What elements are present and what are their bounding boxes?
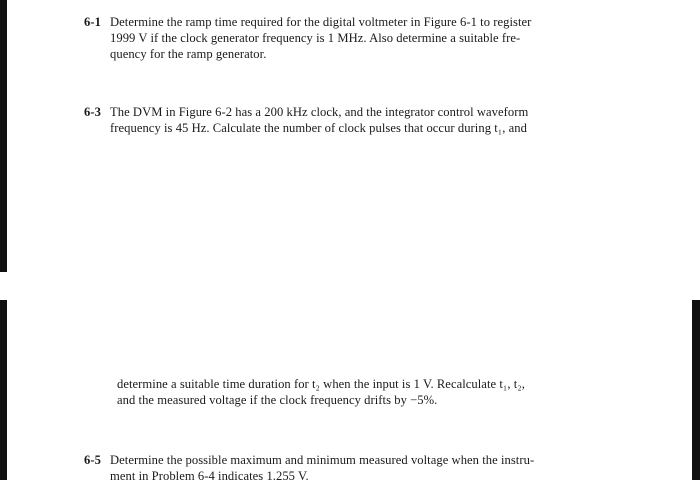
problem-line: determine a suitable time duration for t₂ when the input is 1 V. Recalculate t₁, t₂, bbox=[117, 377, 525, 391]
problem-line: and the measured voltage if the clock frequency drifts by −5%. bbox=[117, 393, 438, 407]
problem-text bbox=[117, 376, 525, 408]
problem-number: 6-3 bbox=[84, 105, 101, 119]
problem-6-5 bbox=[84, 452, 534, 480]
problem-text bbox=[110, 14, 531, 62]
problem-text bbox=[110, 104, 528, 136]
problem-number: 6-5 bbox=[84, 453, 101, 467]
problem-6-3 bbox=[84, 104, 528, 136]
problem-6-1 bbox=[84, 14, 531, 62]
problem-line: frequency is 45 Hz. Calculate the number of clock pulses that occur during t₁, and bbox=[110, 121, 527, 135]
problem-line: The DVM in Figure 6-2 has a 200 kHz clock, and the integrator control waveform bbox=[110, 105, 529, 119]
problem-line: Determine the ramp time required for the digital voltmeter in Figure 6-1 to register bbox=[110, 15, 532, 29]
problem-text bbox=[110, 452, 534, 480]
problem-number: 6-1 bbox=[84, 15, 101, 29]
problem-line: 1999 V if the clock generator frequency is 1 MHz. Also determine a suitable fre- bbox=[110, 31, 521, 45]
problem-line: ment in Problem 6-4 indicates 1.255 V. bbox=[110, 469, 309, 480]
right-page-edge bbox=[692, 300, 700, 480]
problem-line: quency for the ramp generator. bbox=[110, 47, 267, 61]
left-page-edge bbox=[0, 0, 7, 480]
problem-line: Determine the possible maximum and minimum measured voltage when the instru- bbox=[110, 453, 535, 467]
problem-6-3-continuation bbox=[117, 376, 525, 408]
